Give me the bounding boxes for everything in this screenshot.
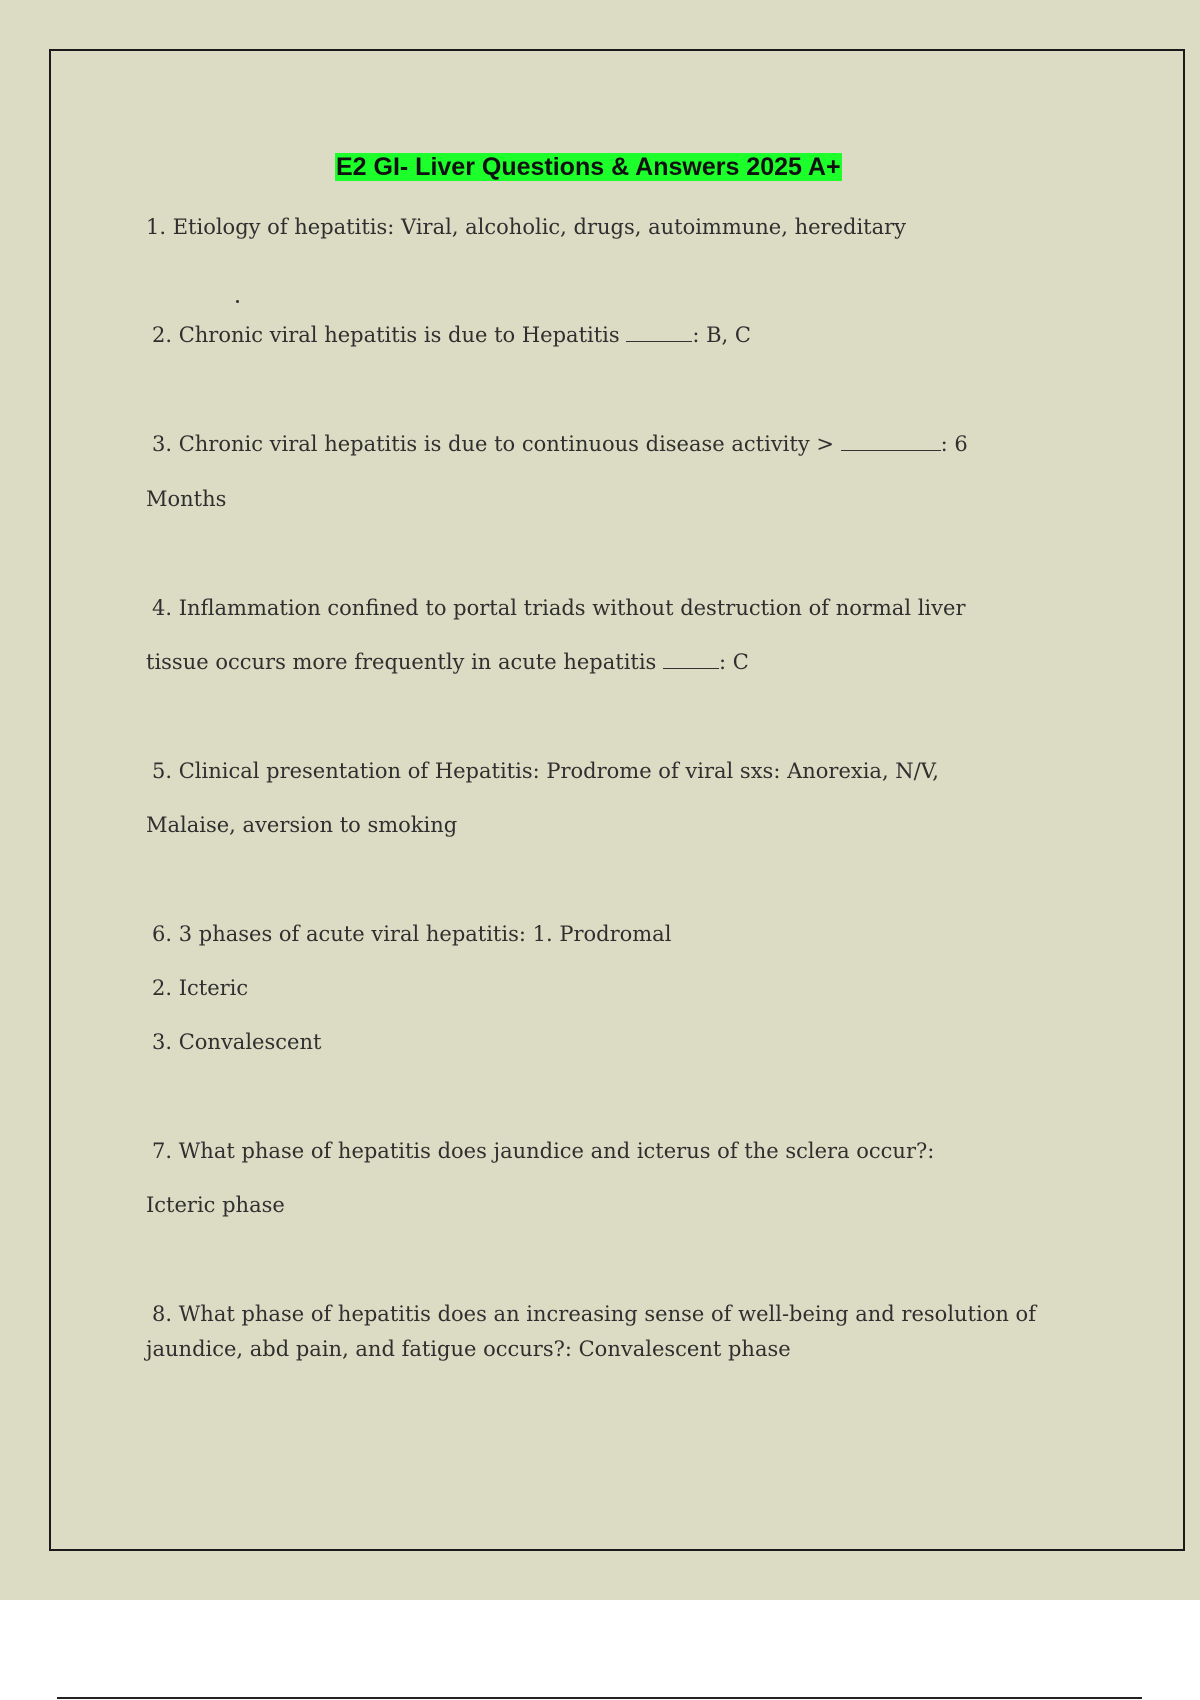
question-6-phase-2: 2. Icteric [152,976,249,1000]
question-3-continuation: Months [146,487,227,511]
question-4-continuation [146,649,749,675]
stray-dot [236,300,239,303]
question-2-text: 2. Chronic viral hepatitis is due to Hepatitis [152,323,627,347]
question-6-phase-3: 3. Convalescent [152,1030,322,1054]
question-1: 1. Etiology of hepatitis: Viral, alcoholic, drugs, autoimmune, hereditary [146,215,907,239]
title-highlight: E2 GI- Liver Questions & Answers 2025 A+ [336,153,841,181]
question-5-continuation: Malaise, aversion to smoking [146,813,458,837]
question-3-answer: : 6 [940,432,968,456]
fill-in-blank [663,666,719,669]
question-3 [152,431,968,457]
document-title [333,148,844,186]
fill-in-blank [626,339,692,342]
question-7: 7. What phase of hepatitis does jaundice and icterus of the sclera occur?: [152,1139,935,1163]
question-2-answer: : B, C [692,323,751,347]
question-4-answer: : C [719,650,749,674]
question-7-continuation: Icteric phase [146,1193,285,1217]
question-2 [152,322,751,348]
question-8-continuation: jaundice, abd pain, and fatigue occurs?: Convalescent phase [146,1337,791,1361]
question-6: 6. 3 phases of acute viral hepatitis: 1. Prodromal [152,922,672,946]
question-4-text: tissue occurs more frequently in acute hepatitis [146,650,664,674]
footer-rule [57,1697,1142,1699]
question-3-text: 3. Chronic viral hepatitis is due to continuous disease activity > [152,432,841,456]
question-8: 8. What phase of hepatitis does an increasing sense of well-being and resolution of [152,1302,1036,1326]
question-5: 5. Clinical presentation of Hepatitis: Prodrome of viral sxs: Anorexia, N/V, [152,759,939,783]
question-4: 4. Inflammation confined to portal triads without destruction of normal liver [152,596,966,620]
fill-in-blank [841,448,941,451]
